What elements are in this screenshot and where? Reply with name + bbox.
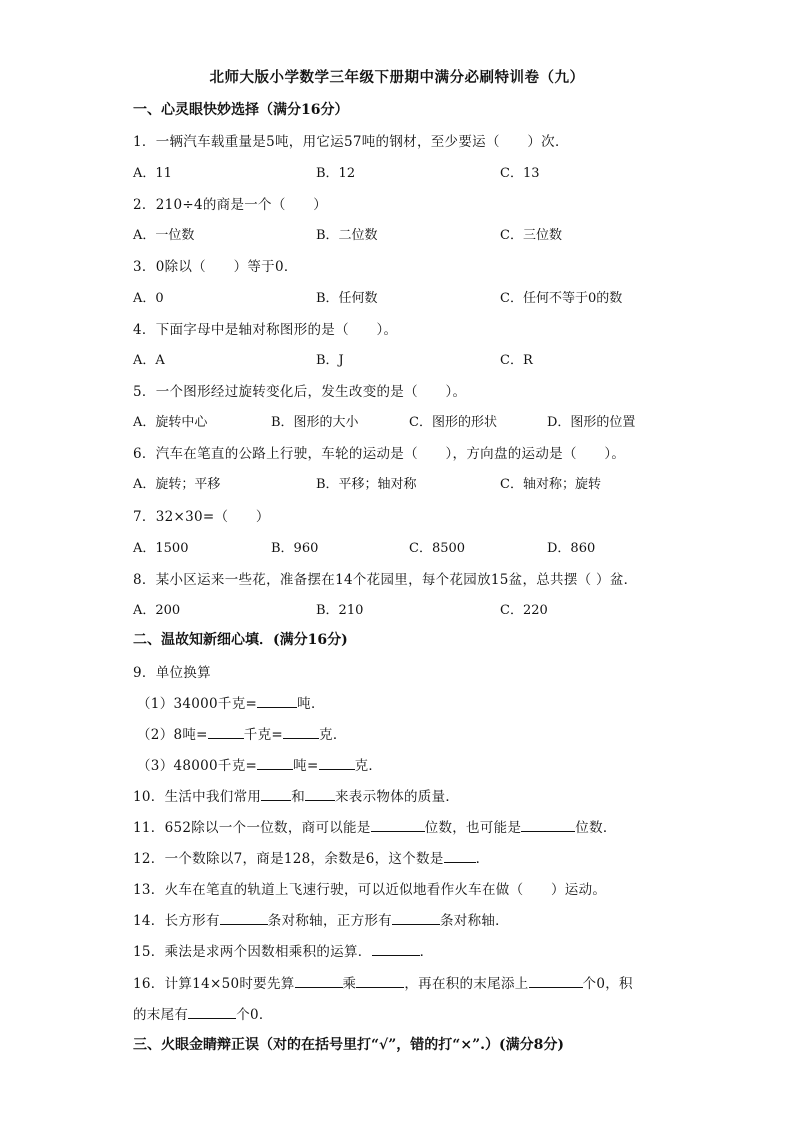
section-3-heading: 三、火眼金睛辩正误（对的在括号里打“√”，错的打“×”.）(满分8分) [133,1037,565,1053]
option-c: C．图形的形状 [409,415,497,430]
section-1-heading: 一、心灵眼快妙选择（满分16分） [133,102,349,118]
answer-blank[interactable] [305,788,335,801]
text: 克． [354,758,383,774]
text: 10．生活中我们常用 [133,789,262,805]
section-2-heading: 二、温故知新细心填．(满分16分) [133,632,348,648]
question-12 [133,847,489,867]
answer-blank[interactable] [529,975,583,988]
question-1: 1．一辆汽车载重量是5吨，用它运57吨的钢材，至少要运（ ）次． [133,134,569,150]
answer-blank[interactable] [208,726,244,739]
text: 12．一个数除以7，商是128，余数是6，这个数是 [133,851,444,867]
text: 个0． [236,1007,273,1023]
answer-blank[interactable] [257,695,297,708]
question-16-line-2 [133,1003,273,1023]
answer-blank[interactable] [220,912,268,925]
question-4: 4．下面字母中是轴对称图形的是（ ）。 [133,322,398,338]
question-16-line-1 [133,972,633,992]
question-13: 13．火车在笔直的轨道上飞速行驶，可以近似地看作火车在做（ ）运动。 [133,882,607,898]
answer-blank[interactable] [188,1006,236,1019]
answer-blank[interactable] [392,912,440,925]
option-a: A．0 [133,291,164,306]
text: （1）34000千克= [137,696,258,712]
option-b: B．任何数 [316,291,378,306]
text: 来表示物体的质量． [335,789,460,805]
option-a: A．A [133,353,165,368]
text: 乘 [342,976,357,992]
text: 的末尾有 [133,1007,189,1023]
option-c: C．轴对称；旋转 [500,477,601,492]
text: 15．乘法是求两个因数相乘积的运算． [133,944,372,960]
option-a: A．旋转中心 [133,415,208,430]
text: 16．计算14×50时要先算 [133,976,295,992]
question-5-options [133,411,693,431]
question-6: 6．汽车在笔直的公路上行驶，车轮的运动是（ ），方向盘的运动是（ ）。 [133,446,626,462]
question-3-options [133,287,693,307]
question-8-options [133,599,693,619]
option-c: C．R [500,353,533,368]
question-14 [133,909,509,929]
text: 14．长方形有 [133,913,220,929]
text: 条对称轴，正方形有 [267,913,392,929]
option-b: B．二位数 [316,228,378,243]
answer-blank[interactable] [521,819,575,832]
option-b: B．210 [316,603,364,618]
text: ，再在积的末尾添上 [404,976,529,992]
text: ． [419,944,434,960]
answer-blank[interactable] [319,757,355,770]
option-b: B．图形的大小 [271,415,359,430]
question-2-options [133,224,693,244]
answer-blank[interactable] [295,975,343,988]
question-7-options [133,537,693,557]
option-c: C．任何不等于0的数 [500,291,623,306]
answer-blank[interactable] [283,726,319,739]
question-1-options [133,162,693,182]
text: （3）48000千克= [137,758,258,774]
question-5: 5．一个图形经过旋转变化后，发生改变的是（ ）。 [133,384,467,400]
answer-blank[interactable] [356,975,404,988]
question-10 [133,785,459,805]
question-2: 2．210÷4的商是一个（ ） [133,197,328,213]
text: 位数，也可能是 [424,820,522,836]
text: 克． [319,727,347,743]
option-c: C．220 [500,603,548,618]
option-a: A．11 [133,166,172,181]
option-a: A．1500 [133,541,189,556]
option-d: D．图形的位置 [547,415,636,430]
answer-blank[interactable] [372,943,420,956]
text: 11．652除以一个一位数，商可以能是 [133,820,371,836]
option-c: C．8500 [409,541,466,556]
text: 吨= [293,758,319,774]
option-a: A．旋转；平移 [133,477,221,492]
answer-blank[interactable] [444,850,476,863]
text: 千克= [243,727,284,743]
option-a: A．200 [133,603,181,618]
question-6-options [133,473,693,493]
answer-blank[interactable] [371,819,425,832]
text: 条对称轴． [439,913,509,929]
text: ． [475,851,490,867]
question-4-options [133,349,693,369]
question-11 [133,816,617,836]
text: 位数． [575,820,617,836]
option-c: C．三位数 [500,228,562,243]
option-c: C．13 [500,166,540,181]
text: 和 [291,789,305,805]
question-9: 9．单位换算 [133,665,211,681]
question-3: 3．0除以（ ）等于0． [133,259,298,275]
question-15 [133,940,433,960]
answer-blank[interactable] [257,757,293,770]
text: 个0，积 [582,976,633,992]
page-title: 北师大版小学数学三年级下册期中满分必刷特训卷（九） [209,69,585,86]
option-a: A．一位数 [133,228,195,243]
question-7: 7．32×30=（ ） [133,509,270,525]
answer-blank[interactable] [261,788,291,801]
text: （2）8吨= [137,727,208,743]
option-d: D．860 [547,541,596,556]
option-b: B．12 [316,166,356,181]
option-b: B．960 [271,541,319,556]
question-8: 8．某小区运来一些花，准备摆在14个花园里，每个花园放15盆，总共摆（ ）盆． [133,572,638,588]
question-9-part-2 [137,723,347,743]
question-9-part-1 [137,692,325,712]
option-b: B．J [316,353,344,368]
text: 吨． [297,696,325,712]
question-9-part-3 [137,754,382,774]
option-b: B．平移；轴对称 [316,477,417,492]
